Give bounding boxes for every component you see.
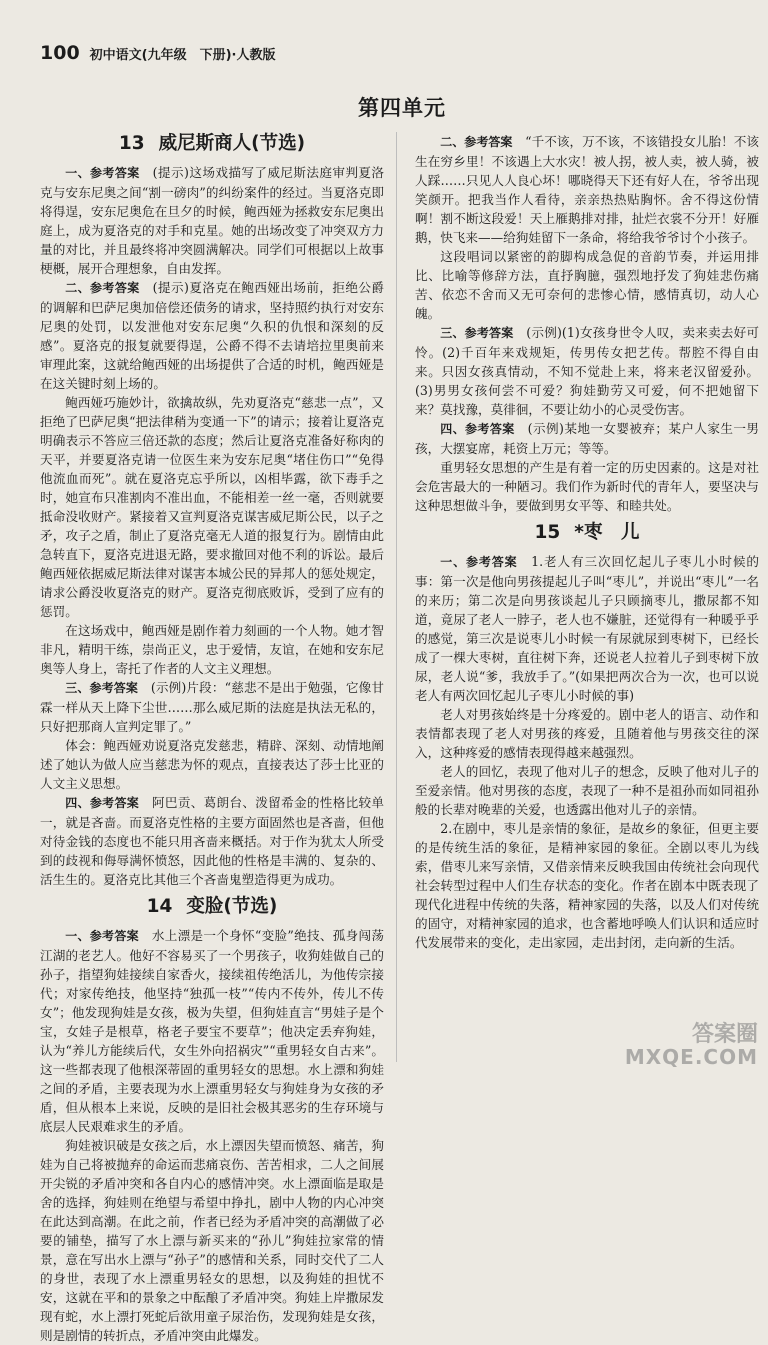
l13-answer-3-p2: 体会：鲍西娅劝说夏洛克发慈悲，精辟、深刻、动情地阐述了她认为做人应当慈悲为怀的观点，直接表达了莎士比亚的人文主义思想。 [40,738,384,791]
l15-p2: 老人对男孩始终是十分疼爱的。剧中老人的语言、动作和表情都表现了老人对男孩的疼爱，且随着他与男孩交往的深入，这种疼爱的感情表现得越来越强烈。 [415,707,759,760]
column-divider [396,132,397,1062]
l15-p4: 2.在剧中，枣儿是亲情的象征，是故乡的象征，但更主要的是传统生活的象征，是精神家园的象征。全剧以枣儿为线索，借枣儿来写亲情，又借亲情来反映我国由传统社会向现代社会转型过程中人们生存状态的变化。作者在剧本中既表现了现代化进程中传统的失落，精神家园的失落，以及人们对传统的固守，对精神家园的追求，也含蓄地呼唤人们认识和适应时代发展带来的变化，走出家园，走出封闭，走向新的生活。 [415,821,759,950]
right-column [415,132,759,952]
answer-text: (提示)夏洛克在鲍西娅出场前，拒绝公爵的调解和巴萨尼奥加倍偿还债务的请求，坚持照约执行对安东尼奥的处罚，以发泄他对安东尼奥“久积的仇恨和深刻的反感”。夏洛克的报复就要得逞，公爵不得不去请培拉里奥前来审理此案，这就给鲍西娅的出场提供了合适的时机，鲍西娅是在这关键时刻上场的。 [40,280,384,391]
l13-answer-3 [40,678,384,736]
answer-text: (示例)片段：“慈悲不是出于勉强，它像甘霖一样从天上降下尘世……那么威尼斯的法庭是执法无私的，只好把那商人宣判定罪了。” [40,680,384,734]
answer-label: 一、参考答案 [65,166,140,180]
l14-answer-2 [415,132,759,247]
l15-answer-1 [415,552,759,705]
answer-text: (示例)某地一女婴被弃；某户人家生一男孩，大摆宴席，耗资上万元；等等。 [415,421,759,456]
lesson-14-title: 变脸(节选) [186,896,278,917]
answer-text: 阿巴贡、葛朗台、泼留希金的性格比较单一，就是吝啬。而夏洛克性格的主要方面固然也是吝啬，但他对待金钱的态度也不能只用吝啬来概括。对于作为犹太人所受到的歧视和侮辱满怀愤怒，因此他的性格是丰满的、复杂的、活生生的。夏洛克比其他三个吝啬鬼塑造得更为成功。 [40,795,385,887]
page-header [40,42,276,66]
answer-label: 四、参考答案 [65,796,140,810]
answer-text: (示例)(1)女孩身世令人叹，卖来卖去好可怜。(2)千百年来戏规矩，传男传女把艺传。帮腔不得自由来。只因女孩真情动，不知不觉赴上来，将来老汉留爱孙。(3)男男女孩何尝不可爱？狗娃勤劳又可爱，何不把她留下来？莫找豫，莫徘徊，不要让幼小的心灵受伤害。 [415,325,759,417]
lesson-15-heading [415,523,759,542]
lesson-14-heading [40,897,384,916]
unit-title: 第四单元 [358,96,446,120]
l13-answer-1 [40,163,384,278]
l13-answer-2 [40,278,384,393]
l14-answer-2-p2: 这段唱词以紧密的韵脚构成急促的音韵节奏，并运用排比、比喻等修辞方法，直抒胸臆，强烈地抒发了狗娃悲伤痛苦、依恋不舍而又无可奈何的悲惨心情，感情真切，动人心魄。 [415,249,759,321]
lesson-13-title: 威尼斯商人(节选) [158,133,306,154]
l14-answer-3 [415,323,759,419]
watermark-logo-text: 答案圈 [691,1022,758,1047]
page-number: 100 [40,42,80,64]
answer-label: 二、参考答案 [65,281,140,295]
answer-label: 一、参考答案 [440,555,518,569]
l13-answer-2-p2: 鲍西娅巧施妙计，欲擒故纵，先劝夏洛克“慈悲一点”，又拒绝了巴萨尼奥“把法律稍为变通一下”的请示；接着让夏洛克明确表示不答应三倍还款的态度；然后让夏洛克准备好称肉的天平，并要夏洛克请一位医生来为安东尼奥“堵住伤口”“免得他流血而死”。就在夏洛克忘乎所以，凶相毕露，欲下毒手之时，她宣布只准割肉不准出血，不能相差一丝一毫，否则就要抵命没收财产。紧接着又宣判夏洛克谋害威尼斯公民，以子之矛，攻子之盾，制止了夏洛克毫无人道的报复行为。剧情由此急转直下，夏洛克进退无路，要求撤回对他不利的诉讼。最后鲍西娅依据威尼斯法律对谋害本城公民的异邦人的惩处规定，请求公爵没收夏洛克的财产。夏洛克彻底败诉，受到了应有的惩罚。 [40,395,384,619]
answer-label: 四、参考答案 [440,422,515,436]
answer-text: “千不该，万不该，不该错投女儿胎！不该生在穷乡里！不该遇上大水灾！被人拐，被人卖，被人骑，被人踩……只见人人良心坏！哪晓得天下还有好人在，爷爷出现笑颜开。把我当作人看待，亲亲热热贴胸怀。舍不得这份情啊！割不断这段爱！天上雁鹅排对排，扯烂衣裳不分开！好雁鹅，快飞来——给狗娃留下一条命，将给我爷爷讨个小孩子。 [415,134,759,245]
left-column [40,126,384,1345]
lesson-14-number: 14 [146,896,173,917]
site-watermark [625,1024,758,1068]
watermark-url: MXQE.COM [624,1045,758,1069]
answer-label: 二、参考答案 [440,135,513,149]
answer-text: 1.老人有三次回忆起儿子枣儿小时候的事：第一次是他向男孩提起儿子叫“枣儿”，并说出“枣儿”一名的来历；第二次是向男孩谈起儿子只顾摘枣儿，撒尿都不知道，竟尿了老人一脖子，老人也不嫌脏，还觉得有一种暖乎乎的感觉，第三次是说枣儿小时候一有尿就尿到枣树下，已经长成了一棵大枣树，直往树下奔，还说老人拉着儿子到枣树下放尿，老人说“爹，我放手了。”(如果把两次合为一次，也可以说老人有两次回忆起儿子枣儿小时候的事) [415,554,759,703]
lesson-15-number: 15 [534,522,561,543]
l13-answer-2-p3: 在这场戏中，鲍西娅是剧作着力刻画的一个人物。她才智非凡，精明干练，崇尚正义，忠于爱情，友谊，在她和安东尼奥等人身上，寄托了作者的人文主义理想。 [40,623,384,676]
lesson-13-heading [40,134,384,153]
lesson-15-title: *枣 儿 [574,522,640,543]
l13-answer-4 [40,793,384,889]
answer-label: 三、参考答案 [440,326,514,340]
l14-answer-1 [40,926,384,1136]
answer-label: 一、参考答案 [65,929,139,943]
l14-p-last: 重男轻女思想的产生是有着一定的历史因素的。这是对社会危害最大的一种陋习。我们作为新时代的青年人，要坚决与这种思想做斗争，要做到男女平等、和睦共处。 [415,460,759,513]
answer-text: 水上漂是一个身怀“变脸”绝技、孤身闯荡江湖的老艺人。他好不容易买了一个男孩子，收狗娃做自己的孙子，指望狗娃接续自家香火，接续祖传绝活儿，为他传宗接代；对家传绝技，他坚持“独孤一枝”“传内不传外，传儿不传女”；他发现狗娃是女孩，极为失望，但狗娃直言“男娃子是个宝，女娃子是根草，格老子要宝不要草”；他决定丢弃狗娃，认为“养儿方能续后代，女生外向招祸灾”“重男轻女自古来”。这一些都表现了他根深蒂固的重男轻女的思想。水上漂和狗娃之间的矛盾，主要表现为水上漂重男轻女与狗娃身为女孩的矛盾，但从根本上来说，反映的是旧社会极其恶劣的生存环境与底层人民艰难求生的矛盾。 [40,928,384,1134]
lesson-13-number: 13 [118,133,145,154]
l15-p3: 老人的回忆，表现了他对儿子的想念，反映了他对儿子的至爱亲情。他对男孩的态度，表现了一种不是祖孙而如同祖孙般的长辈对晚辈的关爱，也透露出他对儿子的亲情。 [415,764,759,817]
answer-label: 三、参考答案 [65,681,139,695]
l14-p2: 狗娃被识破是女孩之后，水上漂因失望而愤怒、痛苦，狗娃为自己将被抛弃的命运而悲痛哀伤、苦苦相求，二人之间展开尖锐的矛盾冲突和各自内心的感情冲突。水上漂面临是取是舍的选择，狗娃则在绝望与希望中挣扎，剧中人物的内心冲突在此达到高潮。在此之前，作者已经为矛盾冲突的高潮做了必要的铺垫，描写了水上漂与新买来的“孙儿”狗娃拉家常的情景，意在写出水上漂与“孙子”的感情和关系，同时交代了二人的身世，表现了水上漂重男轻女的思想，以及狗娃的担忧不安，这就在平和的景象之中酝酿了矛盾冲突。狗娃上岸撒尿发现有蛇，水上漂打死蛇后欲用童子尿治伤，发现狗娃是女孩，则是剧情的转折点，矛盾冲突由此爆发。 [40,1138,384,1343]
l14-answer-4 [415,419,759,458]
answer-text: (提示)这场戏描写了威尼斯法庭审判夏洛克与安东尼奥之间“割一磅肉”的纠纷案件的经过。当夏洛克即将得逞，安东尼奥危在旦夕的时候，鲍西娅为拯救安东尼奥出庭上，成为夏洛克的对手和克星。她的出场改变了冲突双方力量的对比，并且最终将冲突圆满解决。同学们可根据以上故事梗概，展开合理想象，自由发挥。 [40,165,384,276]
book-title: 初中语文(九年级 下册)·人教版 [89,48,276,63]
